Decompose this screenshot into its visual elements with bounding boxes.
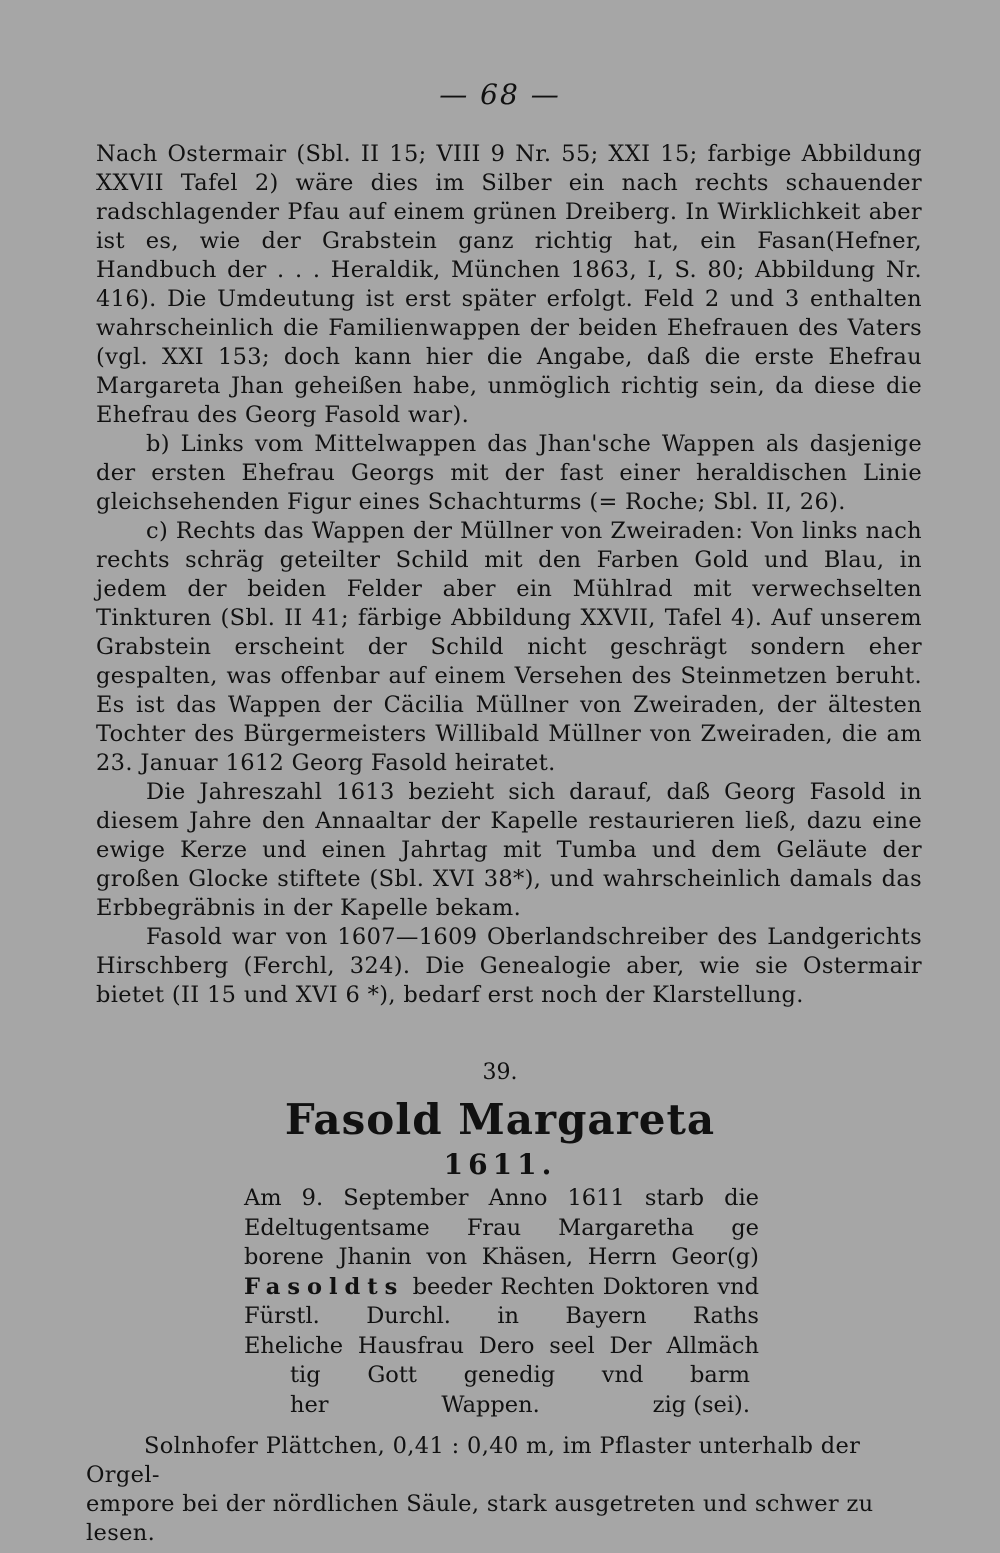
inscription-line: [244, 1214, 759, 1244]
inscription-word: Bayern: [565, 1303, 647, 1329]
footer-note-line-1: Solnhofer Plättchen, 0,41 : 0,40 m, im Pflaster unterhalb der Orgel-: [86, 1433, 861, 1488]
inscription-word: Am: [244, 1185, 282, 1211]
inscription-word: Frau: [466, 1214, 522, 1241]
inscription-word: September: [343, 1185, 469, 1211]
inscription-word: 1611: [567, 1185, 625, 1211]
body-text: [96, 140, 922, 1010]
inscription-word: Dero: [478, 1332, 535, 1359]
inscription-word: zig (sei).: [652, 1391, 750, 1418]
inscription-word: in: [497, 1303, 519, 1329]
inscription-word: vnd: [601, 1362, 644, 1388]
inscription-word: Raths: [693, 1303, 759, 1329]
section-title: Fasold Margareta: [284, 1095, 716, 1144]
inscription-word: Gott: [367, 1362, 417, 1388]
inscription-word: Anno: [488, 1185, 548, 1211]
paragraph-intro: Nach Ostermair (Sbl. II 15; VIII 9 Nr. 55; XXI 15; farbige Abbildung XXVII Tafel 2) wäre dies im Silber ein nach rechts schauender radschlagender Pfau auf einem grünen Dreiberg. In Wirklichkeit aber ist es, wie der Grabstein ganz richtig hat, ein Fasan(Hefner, Handbuch der . . . Heraldik, München 1863, I, S. 80; Abbildung Nr. 416). Die Umdeutung ist erst später erfolgt. Feld 2 und 3 enthalten wahrscheinlich die Familienwappen der beiden Ehefrauen des Vaters (vgl. XXI 153; doch kann hier die Angabe, daß die erste Ehefrau Margareta Jhan geheißen habe, unmöglich richtig sein, da diese die Ehefrau des Georg Fasold war).: [96, 141, 922, 428]
inscription-word: barm: [690, 1362, 750, 1388]
inscription-word: vnd: [717, 1273, 759, 1300]
inscription-word: Khäsen,: [481, 1244, 574, 1270]
inscription-word: Eheliche: [244, 1332, 344, 1359]
inscription-word: Allmäch: [666, 1332, 759, 1359]
inscription-word: starb: [644, 1185, 704, 1211]
inscription-word: Rechten: [500, 1273, 595, 1300]
inscription-word: Der: [609, 1332, 652, 1359]
inscription-line: [290, 1361, 750, 1391]
inscription-word: Margaretha: [558, 1214, 695, 1241]
inscription-word: Fasoldts: [244, 1273, 405, 1300]
page-number: — 68 —: [439, 78, 561, 111]
footer-note-line-2: empore bei der nördlichen Säule, stark ausgetreten und schwer zu lesen.: [86, 1491, 874, 1546]
inscription-line: [244, 1243, 759, 1273]
inscription-word: Geor(g): [671, 1244, 759, 1270]
inscription-word: Durchl.: [366, 1303, 451, 1329]
inscription-word: 9.: [301, 1185, 324, 1211]
inscription-word: Fürstl.: [244, 1303, 320, 1329]
inscription: [244, 1184, 759, 1420]
paragraph-b: b) Links vom Mittelwappen das Jhan'sche Wappen als dasjenige der ersten Ehefrau Georgs mit der fast einer heraldischen Linie gleichsehenden Figur eines Schachturms (= Roche; Sbl. II, 26).: [96, 431, 922, 515]
inscription-word: von: [426, 1244, 468, 1270]
inscription-word: genedig: [463, 1362, 556, 1388]
inscription-line: [244, 1184, 759, 1214]
inscription-word: Wappen.: [441, 1391, 540, 1418]
inscription-word: Doktoren: [602, 1273, 710, 1300]
inscription-word: borene: [244, 1244, 324, 1270]
inscription-word: seel: [549, 1332, 595, 1359]
section-year: 1611.: [443, 1148, 557, 1181]
inscription-word: her: [290, 1391, 329, 1418]
inscription-word: beeder: [412, 1273, 493, 1300]
inscription-word: Herrn: [587, 1244, 657, 1270]
inscription-line: [244, 1302, 759, 1332]
inscription-line: [290, 1391, 750, 1421]
inscription-word: die: [724, 1185, 759, 1211]
inscription-word: ge: [731, 1214, 759, 1241]
inscription-word: Hausfrau: [357, 1332, 464, 1359]
inscription-line: [244, 1273, 759, 1303]
paragraph-c: c) Rechts das Wappen der Müllner von Zweiraden: Von links nach rechts schräg geteilter Schild mit den Farben Gold und Blau, in jedem der beiden Felder aber ein Mühlrad mit verwechselten Tinkturen (Sbl. II 41; färbige Abbildung XXVII, Tafel 4). Auf unserem Grabstein erscheint der Schild nicht geschrägt sondern eher gespalten, was offenbar auf einem Versehen des Steinmetzen beruht. Es ist das Wappen der Cäcilia Müllner von Zweiraden, der ältesten Tochter des Bürgermeisters Willibald Müllner von Zweiraden, die am 23. Januar 1612 Georg Fasold heiratet.: [96, 518, 922, 776]
paragraph-fasold: Fasold war von 1607—1609 Oberlandschreiber des Landgerichts Hirschberg (Ferchl, 324). Die Genealogie aber, wie sie Ostermair bietet (II 15 und XVI 6 *), bedarf erst noch der Klarstellung.: [96, 924, 922, 1008]
footer-note: [86, 1432, 922, 1548]
paragraph-year: Die Jahreszahl 1613 bezieht sich darauf, daß Georg Fasold in diesem Jahre den Annaaltar der Kapelle restaurieren ließ, dazu eine ewige Kerze und einen Jahrtag mit Tumba und dem Geläute der großen Glocke stiftete (Sbl. XVI 38*), und wahrscheinlich damals das Erbbegräbnis in der Kapelle bekam.: [96, 779, 922, 921]
section-number: 39.: [482, 1060, 518, 1085]
inscription-word: Jhanin: [338, 1244, 412, 1270]
inscription-line: [244, 1332, 759, 1362]
inscription-word: tig: [290, 1362, 321, 1388]
inscription-word: Edeltugentsame: [244, 1214, 430, 1241]
